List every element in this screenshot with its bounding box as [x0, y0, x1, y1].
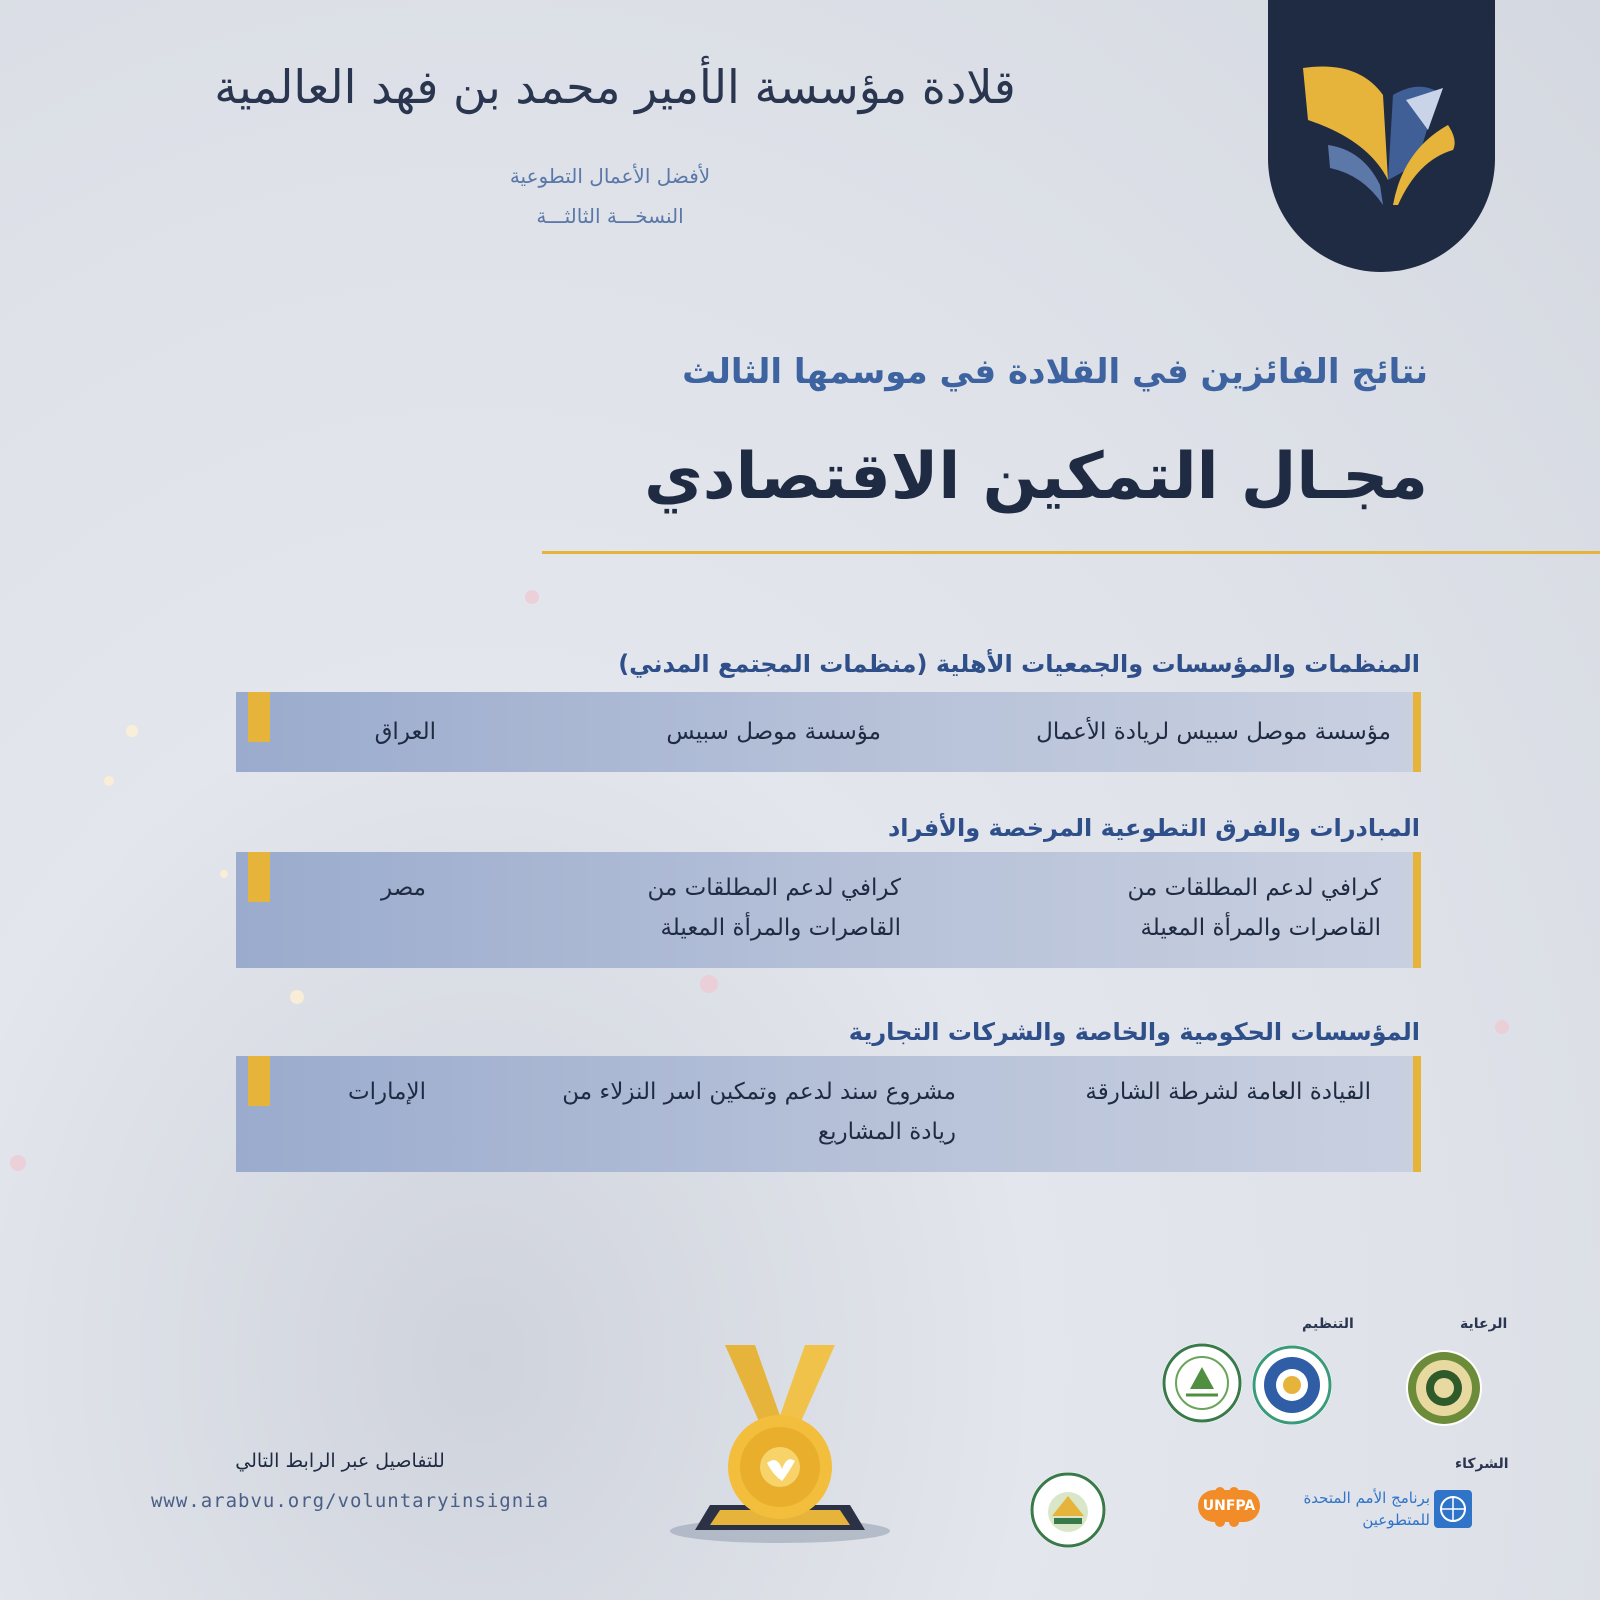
row-accent — [248, 852, 270, 902]
row-accent — [1413, 692, 1421, 772]
sparkle — [220, 870, 228, 878]
un-volunteers-text: برنامج الأمم المتحدة للمتطوعين — [1303, 1489, 1430, 1529]
divider — [542, 551, 1600, 554]
winner-row — [236, 852, 1421, 968]
winner-row — [236, 1056, 1421, 1172]
sparkle — [10, 1155, 26, 1171]
page-title: مجـال التمكين الاقتصادي — [644, 440, 1428, 514]
details-link[interactable]: www.arabvu.org/voluntaryinsignia — [150, 1490, 550, 1512]
row-accent — [1413, 852, 1421, 968]
unfpa-label: UNFPA — [1198, 1490, 1260, 1522]
sparkle — [525, 590, 539, 604]
organization-label: التنظيم — [1302, 1316, 1354, 1332]
row-accent — [248, 692, 270, 742]
voluntary-union-seal-icon — [1162, 1343, 1242, 1423]
details-caption: للتفاصيل عبر الرابط التالي — [235, 1450, 445, 1472]
sparkle — [104, 776, 114, 786]
winner-name: القيادة العامة لشرطة الشارقة — [1085, 1079, 1371, 1105]
award-subtitle: لأفضل الأعمال التطوعية — [509, 164, 711, 188]
row-accent — [1413, 1056, 1421, 1172]
foundation-seal-logo — [1252, 1345, 1332, 1425]
edition-label: النسخـــة الثالثـــة — [536, 204, 684, 228]
winner-organization: مؤسسة موصل سبيس — [666, 719, 881, 745]
foundation-name: قلادة مؤسسة الأمير محمد بن فهد العالمية — [214, 60, 1016, 114]
sponsorship-label: الرعاية — [1460, 1316, 1508, 1332]
winner-name: مؤسسة موصل سبيس لريادة الأعمال — [1036, 719, 1391, 745]
foundation-seal-icon — [1252, 1345, 1332, 1425]
partners-label: الشركاء — [1455, 1456, 1509, 1472]
arab-league-logo — [1406, 1350, 1482, 1426]
sparkle — [1495, 1020, 1509, 1034]
row-accent — [248, 1056, 270, 1106]
foundation-logo-icon — [1268, 0, 1495, 272]
medal-icon — [655, 1335, 905, 1545]
winner-name: كرافي لدعم المطلقات من القاصرات والمرأة المعيلة — [1127, 875, 1381, 941]
medal-trophy-image — [655, 1335, 905, 1545]
winner-row — [236, 692, 1421, 772]
un-emblem-icon — [1434, 1490, 1472, 1528]
arab-planning-institute-logo — [1030, 1472, 1106, 1548]
foundation-logo-badge — [1268, 0, 1495, 272]
winner-organization: كرافي لدعم المطلقات من القاصرات والمرأة المعيلة — [647, 875, 901, 941]
unfpa-logo — [1136, 1482, 1256, 1532]
arab-league-seal-icon — [1406, 1350, 1482, 1426]
sparkle — [700, 975, 718, 993]
sparkle — [290, 990, 304, 1004]
category-title: المؤسسات الحكومية والخاصة والشركات التجارية — [848, 1018, 1420, 1046]
planning-institute-seal-icon — [1030, 1472, 1106, 1548]
winner-country: مصر — [381, 875, 426, 901]
winner-organization: مشروع سند لدعم وتمكين اسر النزلاء من ريادة المشاريع — [562, 1079, 956, 1145]
winner-country: العراق — [374, 719, 436, 745]
results-heading: نتائج الفائزين في القلادة في موسمها الثالث — [682, 352, 1428, 392]
arab-voluntary-union-logo — [1162, 1343, 1242, 1423]
sparkle — [126, 725, 138, 737]
un-volunteers-logo — [1434, 1490, 1472, 1528]
winner-country: الإمارات — [348, 1079, 426, 1105]
category-title: المنظمات والمؤسسات والجمعيات الأهلية (منظمات المجتمع المدني) — [618, 650, 1420, 678]
category-title: المبادرات والفرق التطوعية المرخصة والأفراد — [887, 814, 1420, 842]
